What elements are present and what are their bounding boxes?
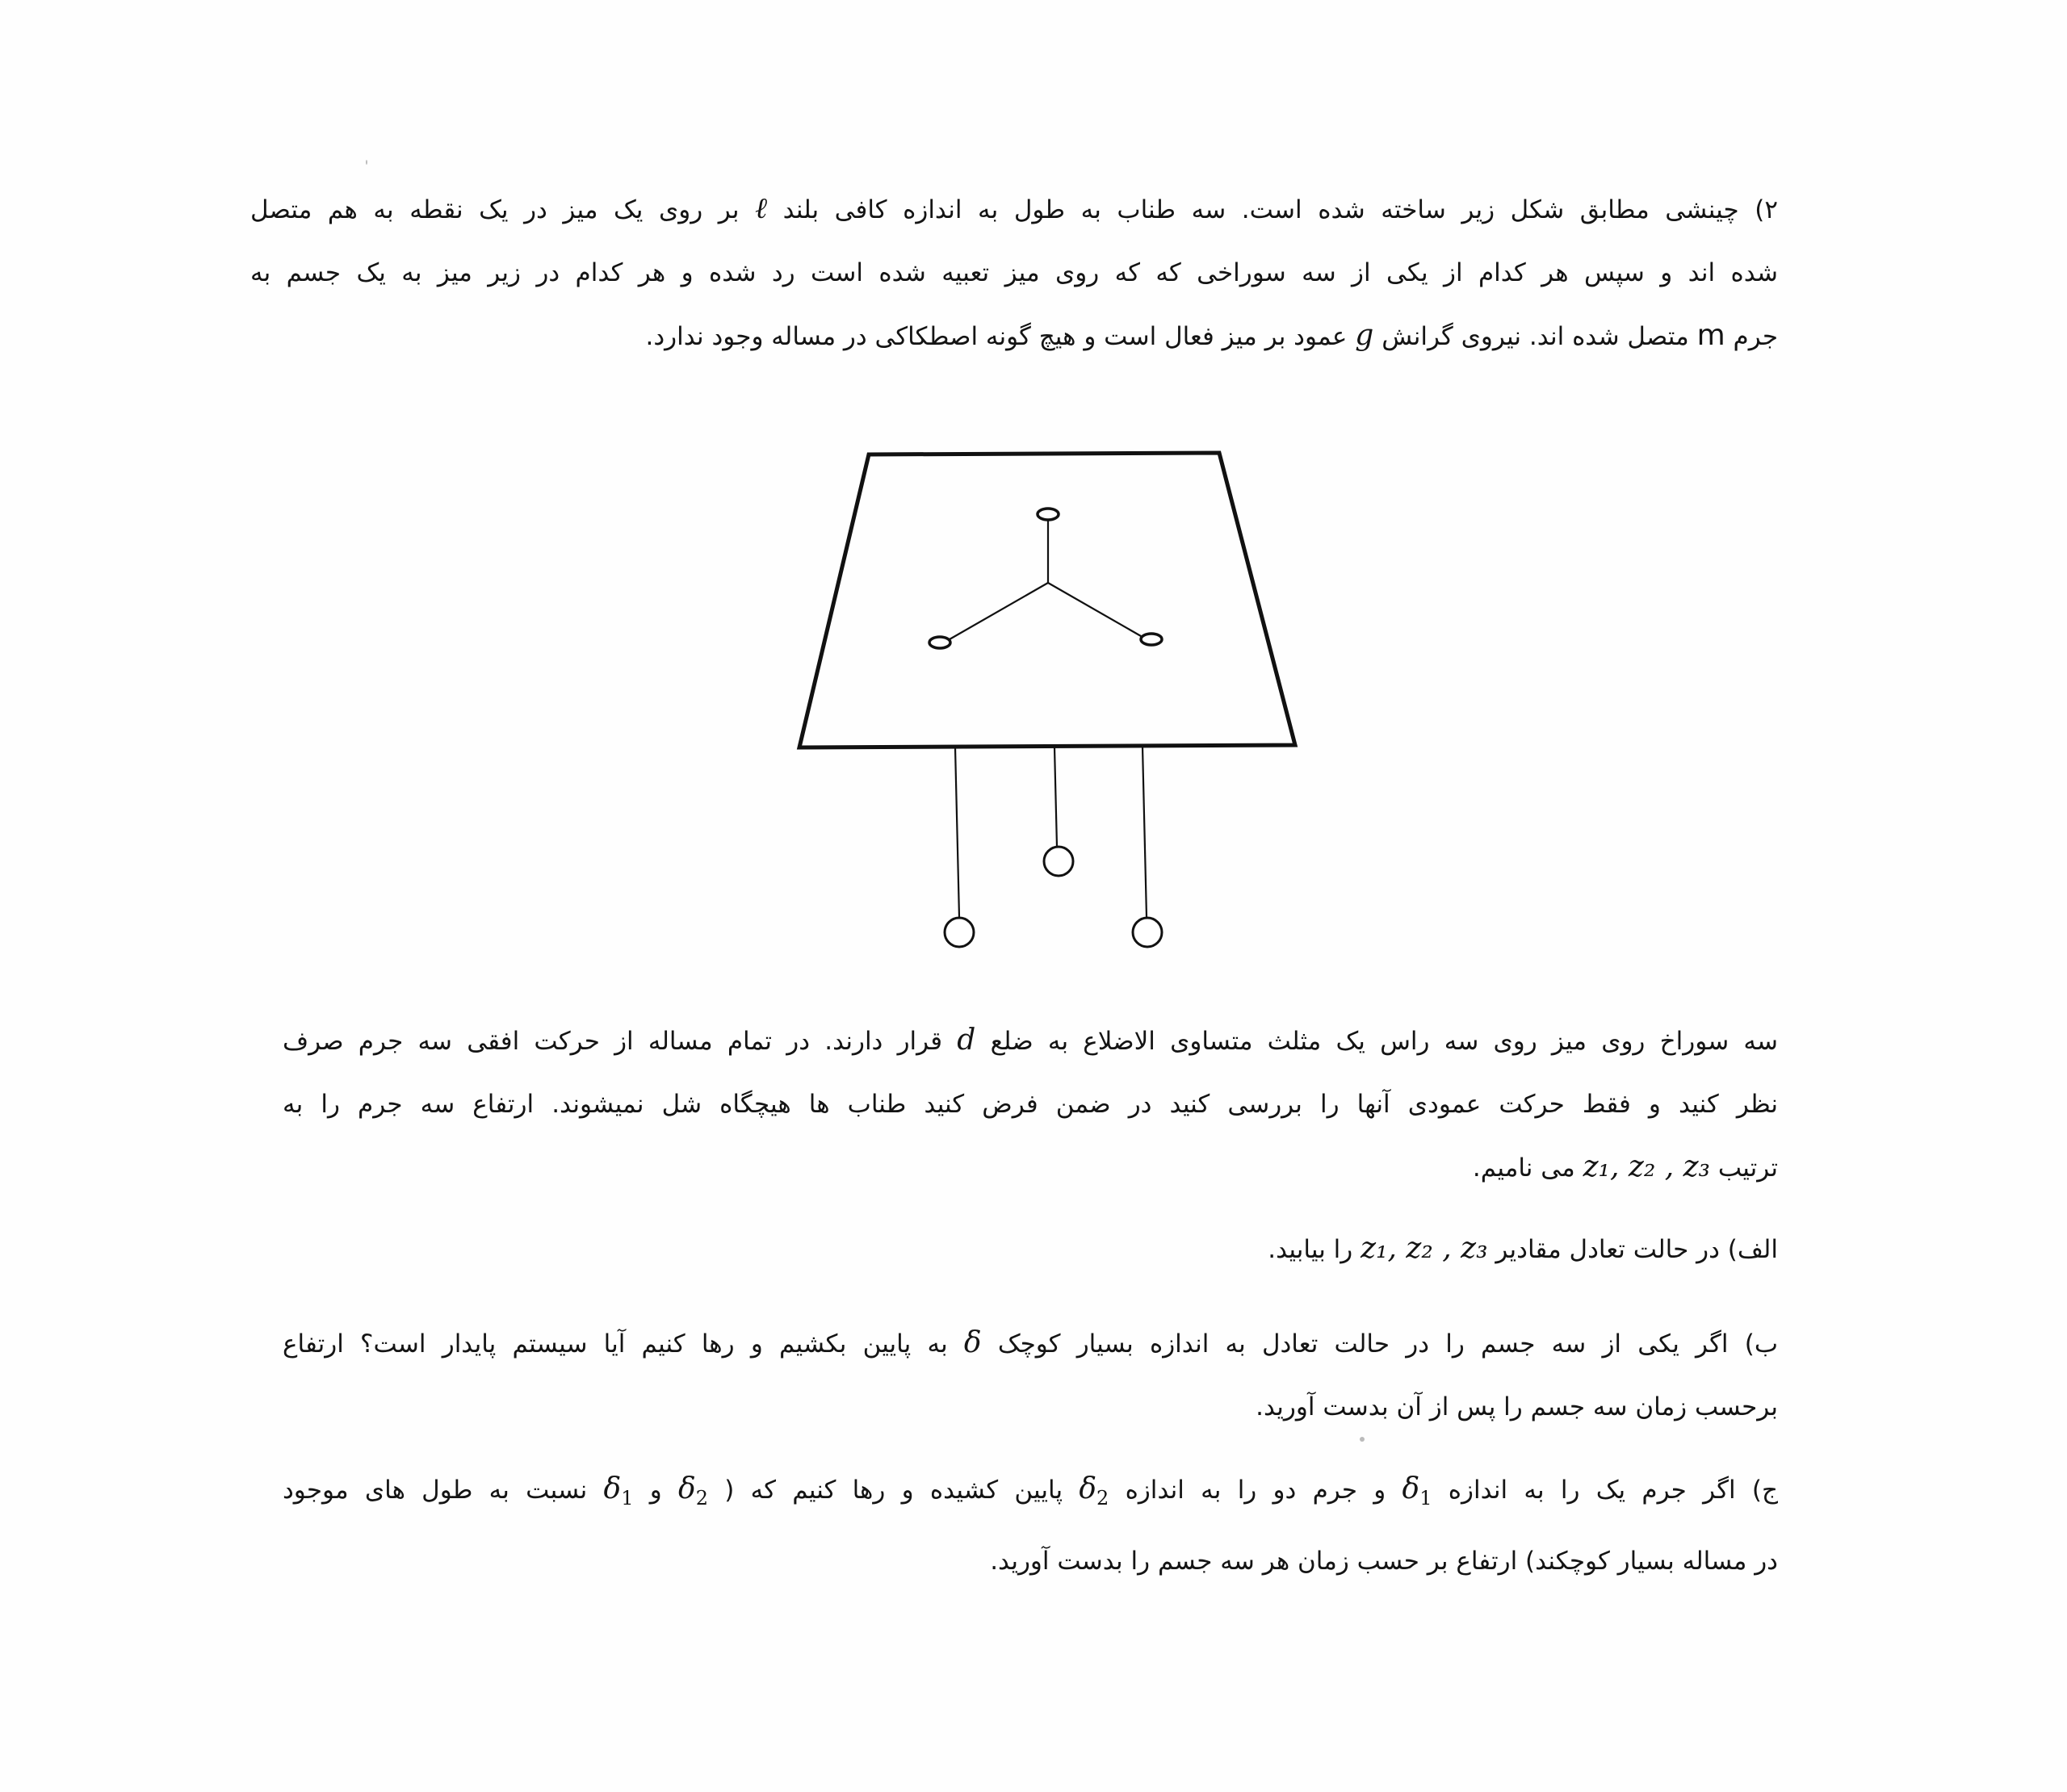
part-c-text: و جرم دو را به اندازه (1125, 1476, 1386, 1505)
heights-symbols: z₁, z₂ , z₃ (1361, 1232, 1488, 1265)
hole-left (929, 637, 950, 648)
mass-2 (1044, 847, 1073, 876)
part-c-line-2: در مساله بسیار کوچکند) ارتفاع بر حسب زمان هر سه جسم را بدست آورید. (990, 1547, 1778, 1576)
part-c-label: ج) (1751, 1476, 1778, 1505)
intro-text: چینشی مطابق شکل زیر ساخته شده است. سه طناب به طول به اندازه کافی بلند (782, 195, 1739, 224)
part-c-text: و (649, 1476, 662, 1505)
problem-setup (283, 1009, 1778, 1200)
delta-glyph: δ (1402, 1472, 1420, 1505)
part-b (283, 1312, 1778, 1438)
symbol-delta-1 (604, 1458, 634, 1530)
hanging-string-2 (1054, 747, 1057, 847)
heights-symbols: z₁, z₂ , z₃ (1583, 1150, 1710, 1183)
subscript: 1 (621, 1487, 634, 1510)
part-a-line (1138, 1217, 1778, 1281)
setup-text: ترتیب (1717, 1153, 1778, 1183)
part-b-text: به پایین بکشیم و رها کنیم آیا سیستم پایدار است؟ ارتفاع (283, 1329, 948, 1359)
delta-glyph: δ (1079, 1472, 1097, 1505)
part-a-label: الف) (1727, 1235, 1778, 1264)
subscript: 1 (1419, 1487, 1432, 1510)
hole-top (1038, 509, 1059, 520)
symbol-delta-1 (1402, 1458, 1432, 1530)
intro-text: جرم (1733, 322, 1778, 351)
mass-3 (1133, 918, 1162, 947)
setup-text: قرار دارند. در تمام مساله از حرکت افقی سه جرم صرف (283, 1027, 943, 1056)
mass-1 (945, 918, 974, 947)
setup-text: سه سوراخ روی میز روی سه راس یک مثلث متساوی الاضلاع به ضلع (990, 1027, 1778, 1056)
delta-glyph: δ (678, 1472, 696, 1505)
subscript: 2 (1096, 1487, 1109, 1510)
symbol-length: ℓ (755, 192, 768, 225)
part-c-line-1 (283, 1458, 1778, 1530)
hanging-string-1 (955, 747, 959, 917)
intro-text: عمود بر میز فعال است و هیچ گونه اصطکاکی در مساله وجود ندارد. (645, 322, 1348, 351)
symbol-side: d (957, 1024, 976, 1057)
part-c-text: اگر جرم یک را به اندازه (1448, 1476, 1736, 1505)
part-c-text: پایین کشیده و رها کنیم که ( (724, 1476, 1063, 1505)
string-right (1048, 583, 1141, 636)
part-b-text: اگر یکی از سه جسم را در حالت تعادل به اندازه بسیار کوچک (997, 1329, 1729, 1359)
hole-right (1141, 634, 1162, 645)
part-b-label: ب) (1744, 1329, 1779, 1359)
intro-line-2: شده اند و سپس هر کدام از یکی از سه سوراخی که که روی میز تعبیه شده است رد شده و هر کدام در زیر میز به یک جسم به (250, 258, 1778, 287)
hanging-string-3 (1143, 747, 1147, 917)
part-b-line-1 (283, 1312, 1778, 1375)
scan-speck (366, 160, 367, 165)
scan-speck (1360, 1437, 1365, 1442)
delta-glyph: δ (603, 1472, 622, 1505)
symbol-delta-2 (678, 1458, 708, 1530)
intro-text: متصل شده اند. نیروی گرانش (1381, 322, 1689, 351)
setup-text: می نامیم. (1472, 1153, 1575, 1183)
part-b-line-2: برحسب زمان سه جسم را پس از آن بدست آورید. (1256, 1392, 1778, 1421)
intro-text: بر روی یک میز در یک نقطه به هم متصل (250, 195, 740, 224)
string-left (950, 583, 1048, 639)
setup-line-1 (283, 1009, 1778, 1073)
symbol-delta-2 (1079, 1458, 1109, 1530)
setup-line-2: نظر کنید و فقط حرکت عمودی آنها را بررسی کنید در ضمن فرض کنید طناب ها هیچگاه شل نمیشوند. ارتفاع سه جرم را به (283, 1090, 1778, 1119)
part-c (283, 1458, 1778, 1593)
setup-line-3 (283, 1136, 1778, 1200)
table-top (799, 453, 1295, 747)
part-a (1138, 1217, 1778, 1281)
subscript: 2 (695, 1487, 708, 1510)
part-a-text: را بیابید. (1268, 1235, 1353, 1264)
part-a-text: در حالت تعادل مقادیر (1495, 1235, 1720, 1264)
problem-number: ۲) (1755, 195, 1778, 224)
symbol-gravity: g (1355, 319, 1374, 352)
symbol-delta: δ (963, 1326, 982, 1359)
part-c-text: نسبت به طول های موجود (283, 1476, 588, 1505)
symbol-mass: m (1696, 319, 1725, 352)
